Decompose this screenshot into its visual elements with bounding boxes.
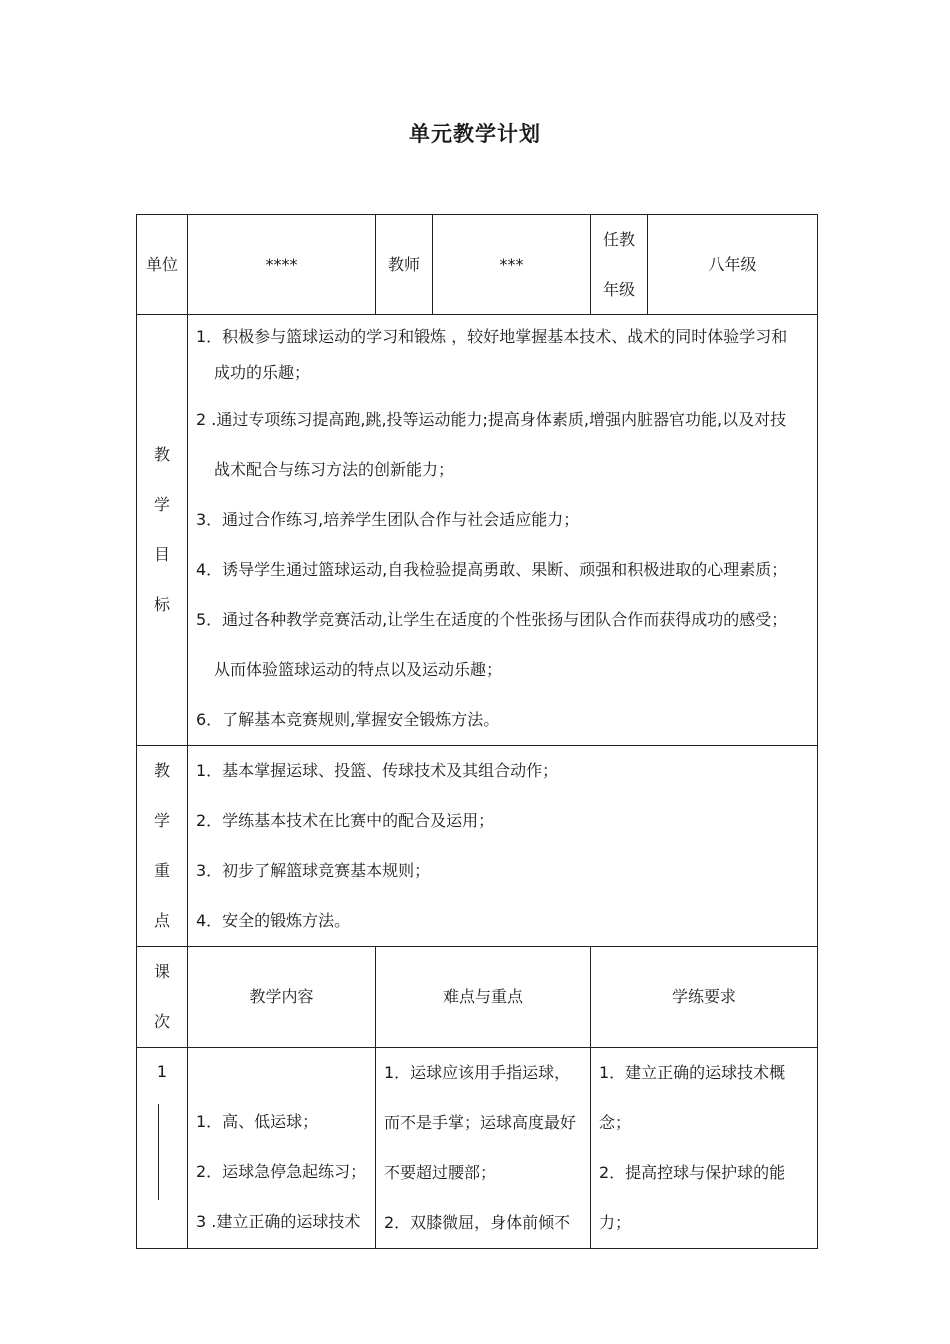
lesson-content-item: 3 .建立正确的运球技术 [196,1212,361,1231]
lesson-requirement-item: 1．建立正确的运球技术概 [599,1063,786,1082]
goals-label-char: 目 [153,545,170,564]
lesson-difficulty [376,1048,591,1249]
lesson-num-header [137,947,188,1048]
document-title: 单元教学计划 [409,122,541,146]
grade-label-line-1: 任教 [602,230,635,249]
key-points-label-char: 重 [153,861,170,880]
key-points-content [188,746,818,947]
goal-item: 2 .通过专项练习提高跑,跳,投等运动能力;提高身体素质,增强内脏器官功能,以及对技 [196,410,787,429]
header-row [137,215,818,315]
goal-item: 3．通过合作练习,培养学生团队合作与社会适应能力； [196,510,580,529]
goal-item: 1．积极参与篮球运动的学习和锻炼 ，较好地掌握基本技术、战术的同时体验学习和 [196,327,788,346]
lesson-difficulty-item: 2．双膝微屈，身体前倾不 [384,1213,571,1232]
grade-value: 八年级 [648,215,818,315]
goals-label-char: 教 [153,445,170,464]
lesson-difficulty-item: 而不是手掌；运球高度最好 [384,1113,577,1132]
lesson-requirement-item: 力； [599,1213,632,1232]
key-point-item: 2．学练基本技术在比赛中的配合及运用； [196,811,495,830]
goals-label-char: 学 [153,495,170,514]
goal-item: 6．了解基本竞赛规则,掌握安全锻炼方法。 [196,710,500,729]
teacher-label: 教师 [376,215,433,315]
grade-label-line-2: 年级 [602,280,635,299]
goals-label-char: 标 [153,595,170,614]
goals-row [137,315,818,746]
goal-item-cont: 成功的乐趣； [214,363,311,382]
lesson-row [137,1048,818,1249]
goal-item-cont: 战术配合与练习方法的创新能力； [214,460,455,479]
key-points-label-char: 学 [153,811,170,830]
lesson-content-item: 1．高、低运球； [196,1112,319,1131]
goal-item: 4．诱导学生通过篮球运动,自我检验提高勇敢、果断、顽强和积极进取的心理素质； [196,560,788,579]
key-points-label [137,746,188,947]
key-point-item: 3．初步了解篮球竞赛基本规则； [196,861,431,880]
goal-item-cont: 从而体验篮球运动的特点以及运动乐趣； [214,660,503,679]
requirement-header: 学练要求 [591,947,818,1048]
key-points-label-char: 点 [153,911,170,930]
teacher-value: *** [433,215,591,315]
grade-label [591,215,648,315]
lesson-num-header-char: 次 [153,1012,170,1031]
goals-content [188,315,818,746]
lesson-bar [158,1104,159,1200]
lesson-num-header-char: 课 [153,962,170,981]
unit-value: **** [188,215,376,315]
goals-label [137,315,188,746]
key-point-item: 4．安全的锻炼方法。 [196,911,351,930]
lesson-content [188,1048,376,1249]
lesson-header-row [137,947,818,1048]
unit-label: 单位 [137,215,188,315]
lesson-difficulty-item: 1．运球应该用手指运球， [384,1063,571,1082]
lesson-requirement-item: 2．提高控球与保护球的能 [599,1163,786,1182]
key-point-item: 1．基本掌握运球、投篮、传球技术及其组合动作； [196,761,559,780]
lesson-difficulty-item: 不要超过腰部； [384,1163,497,1182]
unit-plan-table [136,214,818,1249]
lesson-num-cell [137,1048,188,1249]
lesson-requirement-item: 念； [599,1113,632,1132]
key-points-row [137,746,818,947]
difficulty-header: 难点与重点 [376,947,591,1048]
lesson-requirement [591,1048,818,1249]
goal-item: 5．通过各种教学竞赛活动,让学生在适度的个性张扬与团队合作而获得成功的感受； [196,610,788,629]
content-header: 教学内容 [188,947,376,1048]
lesson-number: 1 [156,1062,168,1081]
lesson-content-item: 2．运球急停急起练习； [196,1162,367,1181]
key-points-label-char: 教 [153,761,170,780]
